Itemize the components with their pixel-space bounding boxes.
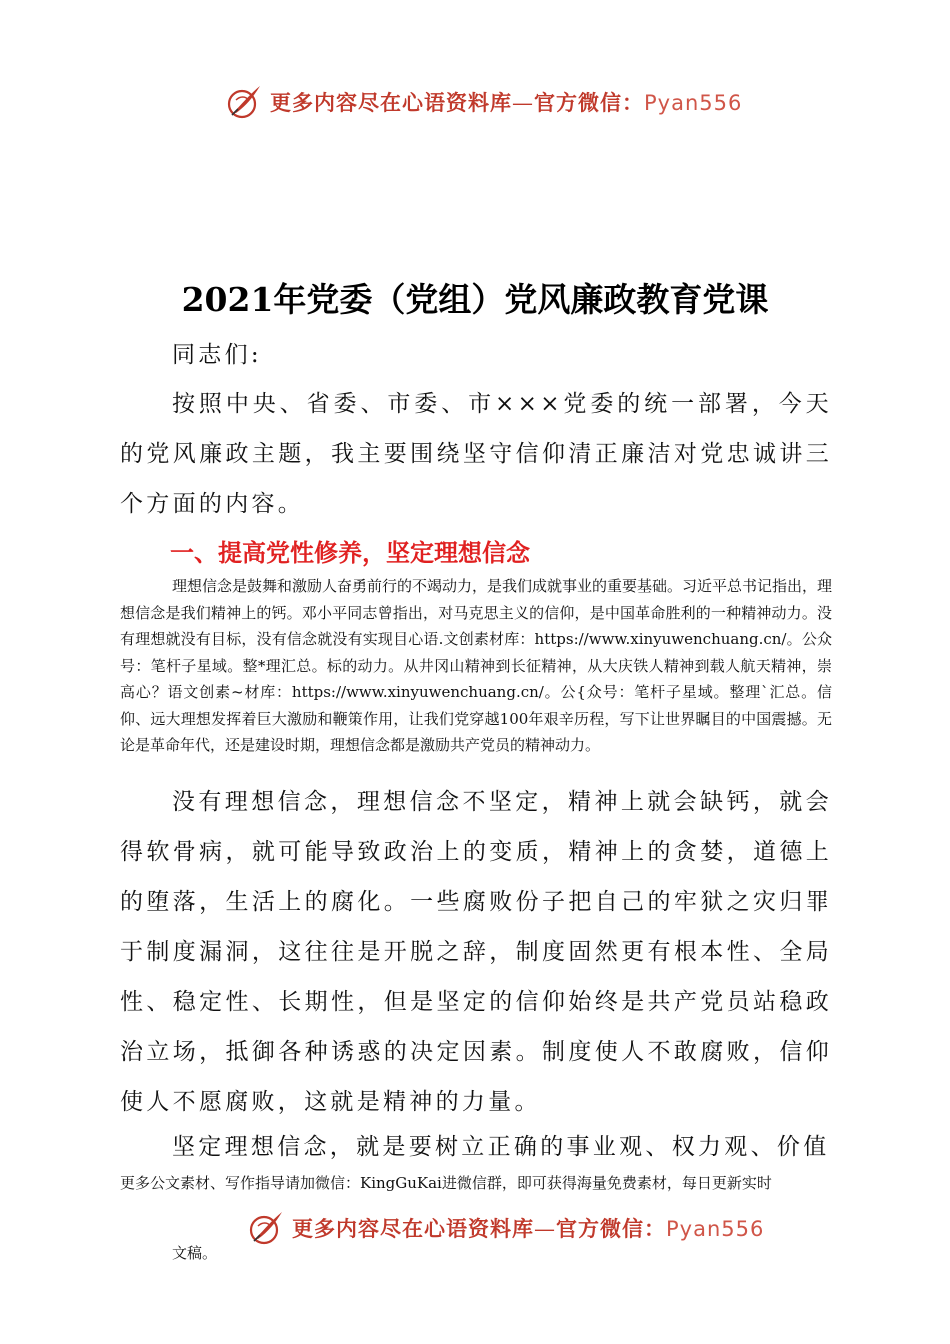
watermark-id: Pyan556 (644, 91, 743, 115)
footer-notice: 更多公文素材、写作指导请加微信：KingGuKai进微信群，即可获得海量免费素材，每日更新实时 (120, 1174, 772, 1192)
quill-logo-icon (224, 82, 264, 122)
section1-small-paragraph: 理想信念是鼓舞和激励人奋勇前行的不竭动力，是我们成就事业的重要基础。习近平总书记指出，理想信念是我们精神上的钙。邓小平同志曾指出，对马克思主义的信仰，是中国革命胜利的一种精神动力。没有理想就没有目标，没有信念就没有实现目心语.文创素材库：https://www.xinyuwenchuang.cn/。公众号：笔杆子星域。整*理汇总。标的动力。从井冈山精神到长征精神，从大庆铁人精神到载人航天精神，崇高心？语文创素~材库：https://www.xinyuwenchuang.cn/。公{众号：笔杆子星域。整理`汇总。信仰、远大理想发挥着巨大激励和鞭策作用，让我们党穿越100年艰辛历程，写下让世界瞩目的中国震撼。无论是革命年代，还是建设时期，理想信念都是激励共产党员的精神动力。 (120, 577, 833, 754)
watermark-text (292, 1213, 764, 1243)
quill-logo-icon (246, 1208, 286, 1248)
watermark-separator: — (534, 1217, 556, 1241)
greeting-text: 同志们: (172, 342, 262, 368)
paragraph-2: 没有理想信念，理想信念不坚定，精神上就会缺钙，就会得软骨病，就可能导致政治上的变质，精神上的贪婪，道德上的堕落，生活上的腐化。一些腐败份子把自己的牢狱之灾归罪于制度漏洞，这往往是开脱之辞，制度固然更有根本性、全局性、稳定性、长期性，但是坚定的信仰始终是共产党员站稳政治立场，抵御各种诱惑的决定因素。制度使人不敢腐败，信仰使人不愿腐败，这就是精神的力量。 (120, 789, 832, 1115)
watermark-label: 官方微信： (556, 1216, 666, 1241)
watermark-brand: 更多内容尽在心语资料库 (292, 1216, 534, 1241)
watermark-brand: 更多内容尽在心语资料库 (270, 90, 512, 115)
intro-paragraph: 按照中央、省委、市委、市×××党委的统一部署，今天的党风廉政主题，我主要围绕坚守信仰清正廉洁对党忠诚讲三个方面的内容。 (120, 391, 832, 517)
section-heading-1: 一、提高党性修养，坚定理想信念 (170, 539, 530, 567)
watermark-footer (246, 1208, 764, 1248)
watermark-label: 官方微信： (534, 90, 644, 115)
watermark-id: Pyan556 (666, 1217, 765, 1241)
document-title: 2021年党委（党组）党风廉政教育党课 (181, 280, 769, 320)
watermark-header (224, 82, 742, 122)
greeting (120, 330, 832, 380)
paragraph-3-start: 坚定理想信念，就是要树立正确的事业观、权力观、价值 (172, 1134, 830, 1160)
footer-notice-tail: 文稿。 (172, 1244, 218, 1262)
watermark-text (270, 87, 742, 117)
watermark-separator: — (512, 91, 534, 115)
